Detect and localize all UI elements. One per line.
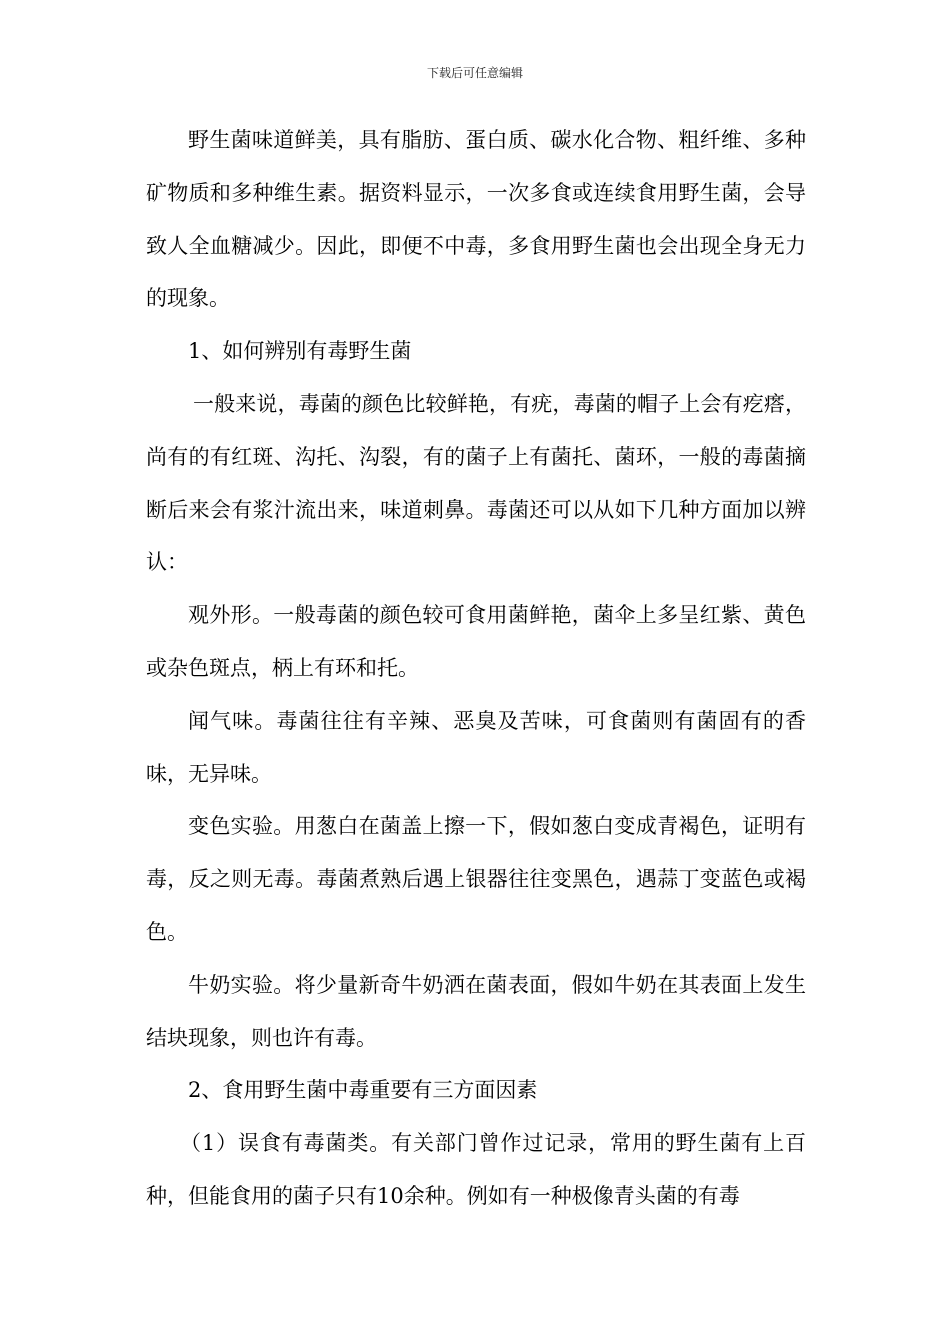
paragraph-general-features: 一般来说，毒菌的颜色比较鲜艳，有疣，毒菌的帽子上会有疙瘩，尚有的有红斑、沟托、沟裂，有的菌子上有菌托、菌环，一般的毒菌摘断后来会有浆汁流出来，味道刺鼻。毒菌还可以从如下几种方面加以辨认： <box>146 391 806 575</box>
heading-poisoning-factors: 2、食用野生菌中毒重要有三方面因素 <box>188 1078 538 1103</box>
paragraph-misidentification: （1）误食有毒菌类。有关部门曾作过记录，常用的野生菌有上百种，但能食用的菌子只有10余种。例如有一种极像青头菌的有毒 <box>146 1131 806 1208</box>
paragraph-color-test: 变色实验。用葱白在菌盖上擦一下，假如葱白变成青褐色，证明有毒，反之则无毒。毒菌煮熟后遇上银器往往变黑色，遇蒜丁变蓝色或褐色。 <box>146 814 806 944</box>
paragraph-milk-test: 牛奶实验。将少量新奇牛奶洒在菌表面，假如牛奶在其表面上发生结块现象，则也许有毒。 <box>146 972 806 1050</box>
paragraph-smell: 闻气味。毒菌往往有辛辣、恶臭及苦味，可食菌则有菌固有的香味，无异味。 <box>146 708 806 786</box>
document-body <box>146 114 806 1223</box>
paragraph-observe-shape: 观外形。一般毒菌的颜色较可食用菌鲜艳，菌伞上多呈红紫、黄色或杂色斑点，柄上有环和托。 <box>146 603 806 680</box>
paragraph-intro: 野生菌味道鲜美，具有脂肪、蛋白质、碳水化合物、粗纤维、多种矿物质和多种维生素。据资料显示，一次多食或连续食用野生菌，会导致人全血糖减少。因此，即便不中毒，多食用野生菌也会出现全身无力的现象。 <box>146 128 806 311</box>
page-header-note: 下载后可任意编辑 <box>426 66 523 80</box>
heading-identify-poisonous: 1、如何辨别有毒野生菌 <box>188 339 412 364</box>
